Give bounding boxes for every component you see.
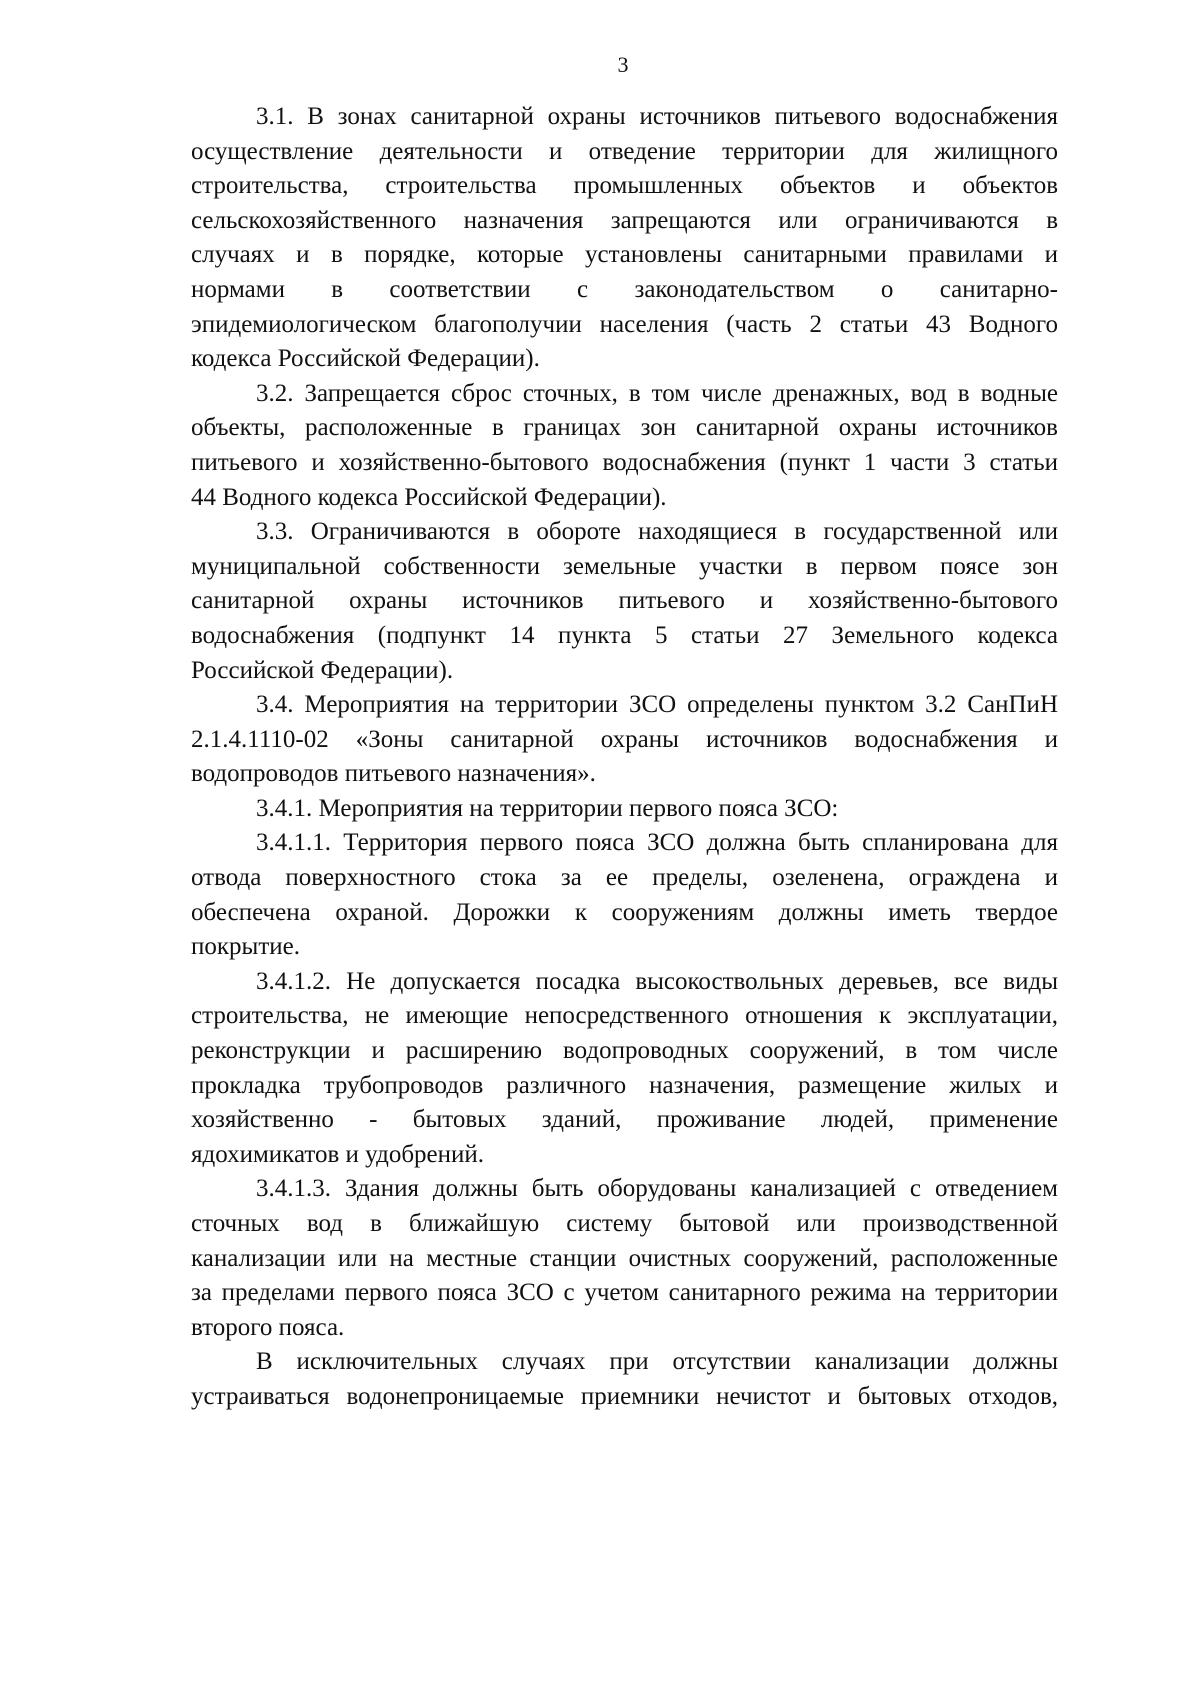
text-line: второго пояса.	[191, 1313, 345, 1341]
text-line: ядохимикатов и удобрений.	[191, 1140, 485, 1168]
paragraph-3-4-1-3	[191, 1172, 1058, 1345]
text-line: объекты, расположенные в границах зон санитарной охраны источников	[191, 414, 1058, 442]
paragraph-3-4-1-1	[191, 826, 1058, 964]
text-line: случаях и в порядке, которые установлены санитарными правилами и	[191, 241, 1058, 269]
paragraph-exceptional	[191, 1345, 1058, 1414]
text-line: муниципальной собственности земельные участки в первом поясе зон	[191, 552, 1058, 580]
text-line: сельскохозяйственного назначения запрещаются или ограничиваются в	[191, 206, 1058, 234]
text-line: 3.2. Запрещается сброс сточных, в том числе дренажных, вод в водные	[256, 379, 1058, 407]
text-line: сточных вод в ближайшую систему бытовой или производственной	[191, 1210, 1058, 1237]
text-line: В исключительных случаях при отсутствии канализации должны	[256, 1348, 1058, 1376]
page-number: 3	[617, 52, 629, 77]
text-line: 3.1. В зонах санитарной охраны источников питьевого водоснабжения	[256, 103, 1058, 130]
text-line: 3.4.1. Мероприятия на территории первого пояса ЗСО:	[256, 794, 839, 822]
paragraph-3-4-1	[191, 792, 1058, 827]
text-line: 3.4. Мероприятия на территории ЗСО определены пунктом 3.2 СанПиН	[256, 691, 1058, 719]
paragraph-3-4	[191, 688, 1058, 792]
text-line: строительства, не имеющие непосредственного отношения к эксплуатации,	[191, 1002, 1058, 1030]
text-line: прокладка трубопроводов различного назначения, размещение жилых и	[191, 1071, 1058, 1099]
text-line: отвода поверхностного стока за ее пределы, озеленена, ограждена и	[191, 864, 1058, 892]
paragraph-3-1	[191, 100, 1058, 377]
text-line: осуществление деятельности и отведение территории для жилищного	[191, 137, 1058, 165]
text-line: кодекса Российской Федерации).	[191, 345, 540, 373]
text-line: 3.4.1.1. Территория первого пояса ЗСО должна быть спланирована для	[256, 829, 1058, 857]
text-line: 44 Водного кодекса Российской Федерации).	[191, 483, 667, 511]
text-line: строительства, строительства промышленных объектов и объектов	[191, 172, 1058, 200]
text-line: устраиваться водонепроницаемые приемники нечистот и бытовых отходов,	[191, 1382, 1058, 1410]
text-line: 3.4.1.2. Не допускается посадка высокоствольных деревьев, все виды	[256, 967, 1058, 995]
text-line: канализации или на местные станции очистных сооружений, расположенные	[191, 1244, 1058, 1272]
text-line: хозяйственно - бытовых зданий, проживание людей, применение	[191, 1106, 1058, 1134]
text-line: 3.3. Ограничиваются в обороте находящиеся в государственной или	[256, 518, 1058, 546]
text-line: покрытие.	[191, 933, 300, 961]
document-body	[191, 100, 1058, 1415]
text-line: за пределами первого пояса ЗСО с учетом санитарного режима на территории	[191, 1279, 1058, 1307]
text-line: водопроводов питьевого назначения».	[191, 760, 596, 788]
paragraph-3-3	[191, 515, 1058, 688]
paragraph-3-2	[191, 377, 1058, 515]
paragraph-3-4-1-2	[191, 965, 1058, 1173]
text-line: нормами в соответствии с законодательством о санитарно-	[191, 275, 1058, 303]
text-line: 3.4.1.3. Здания должны быть оборудованы канализацией с отведением	[256, 1175, 1058, 1203]
text-line: обеспечена охраной. Дорожки к сооружениям должны иметь твердое	[191, 898, 1058, 926]
text-line: эпидемиологическом благополучии населения (часть 2 статьи 43 Водного	[191, 310, 1058, 338]
text-line: питьевого и хозяйственно-бытового водоснабжения (пункт 1 части 3 статьи	[191, 448, 1058, 476]
text-line: водоснабжения (подпункт 14 пункта 5 статьи 27 Земельного кодекса	[191, 621, 1058, 649]
text-line: Российской Федерации).	[191, 656, 454, 684]
text-line: санитарной охраны источников питьевого и хозяйственно-бытового	[191, 587, 1058, 615]
text-line: реконструкции и расширению водопроводных сооружений, в том числе	[191, 1037, 1058, 1065]
text-line: 2.1.4.1110-02 «Зоны санитарной охраны источников водоснабжения и	[191, 725, 1058, 753]
